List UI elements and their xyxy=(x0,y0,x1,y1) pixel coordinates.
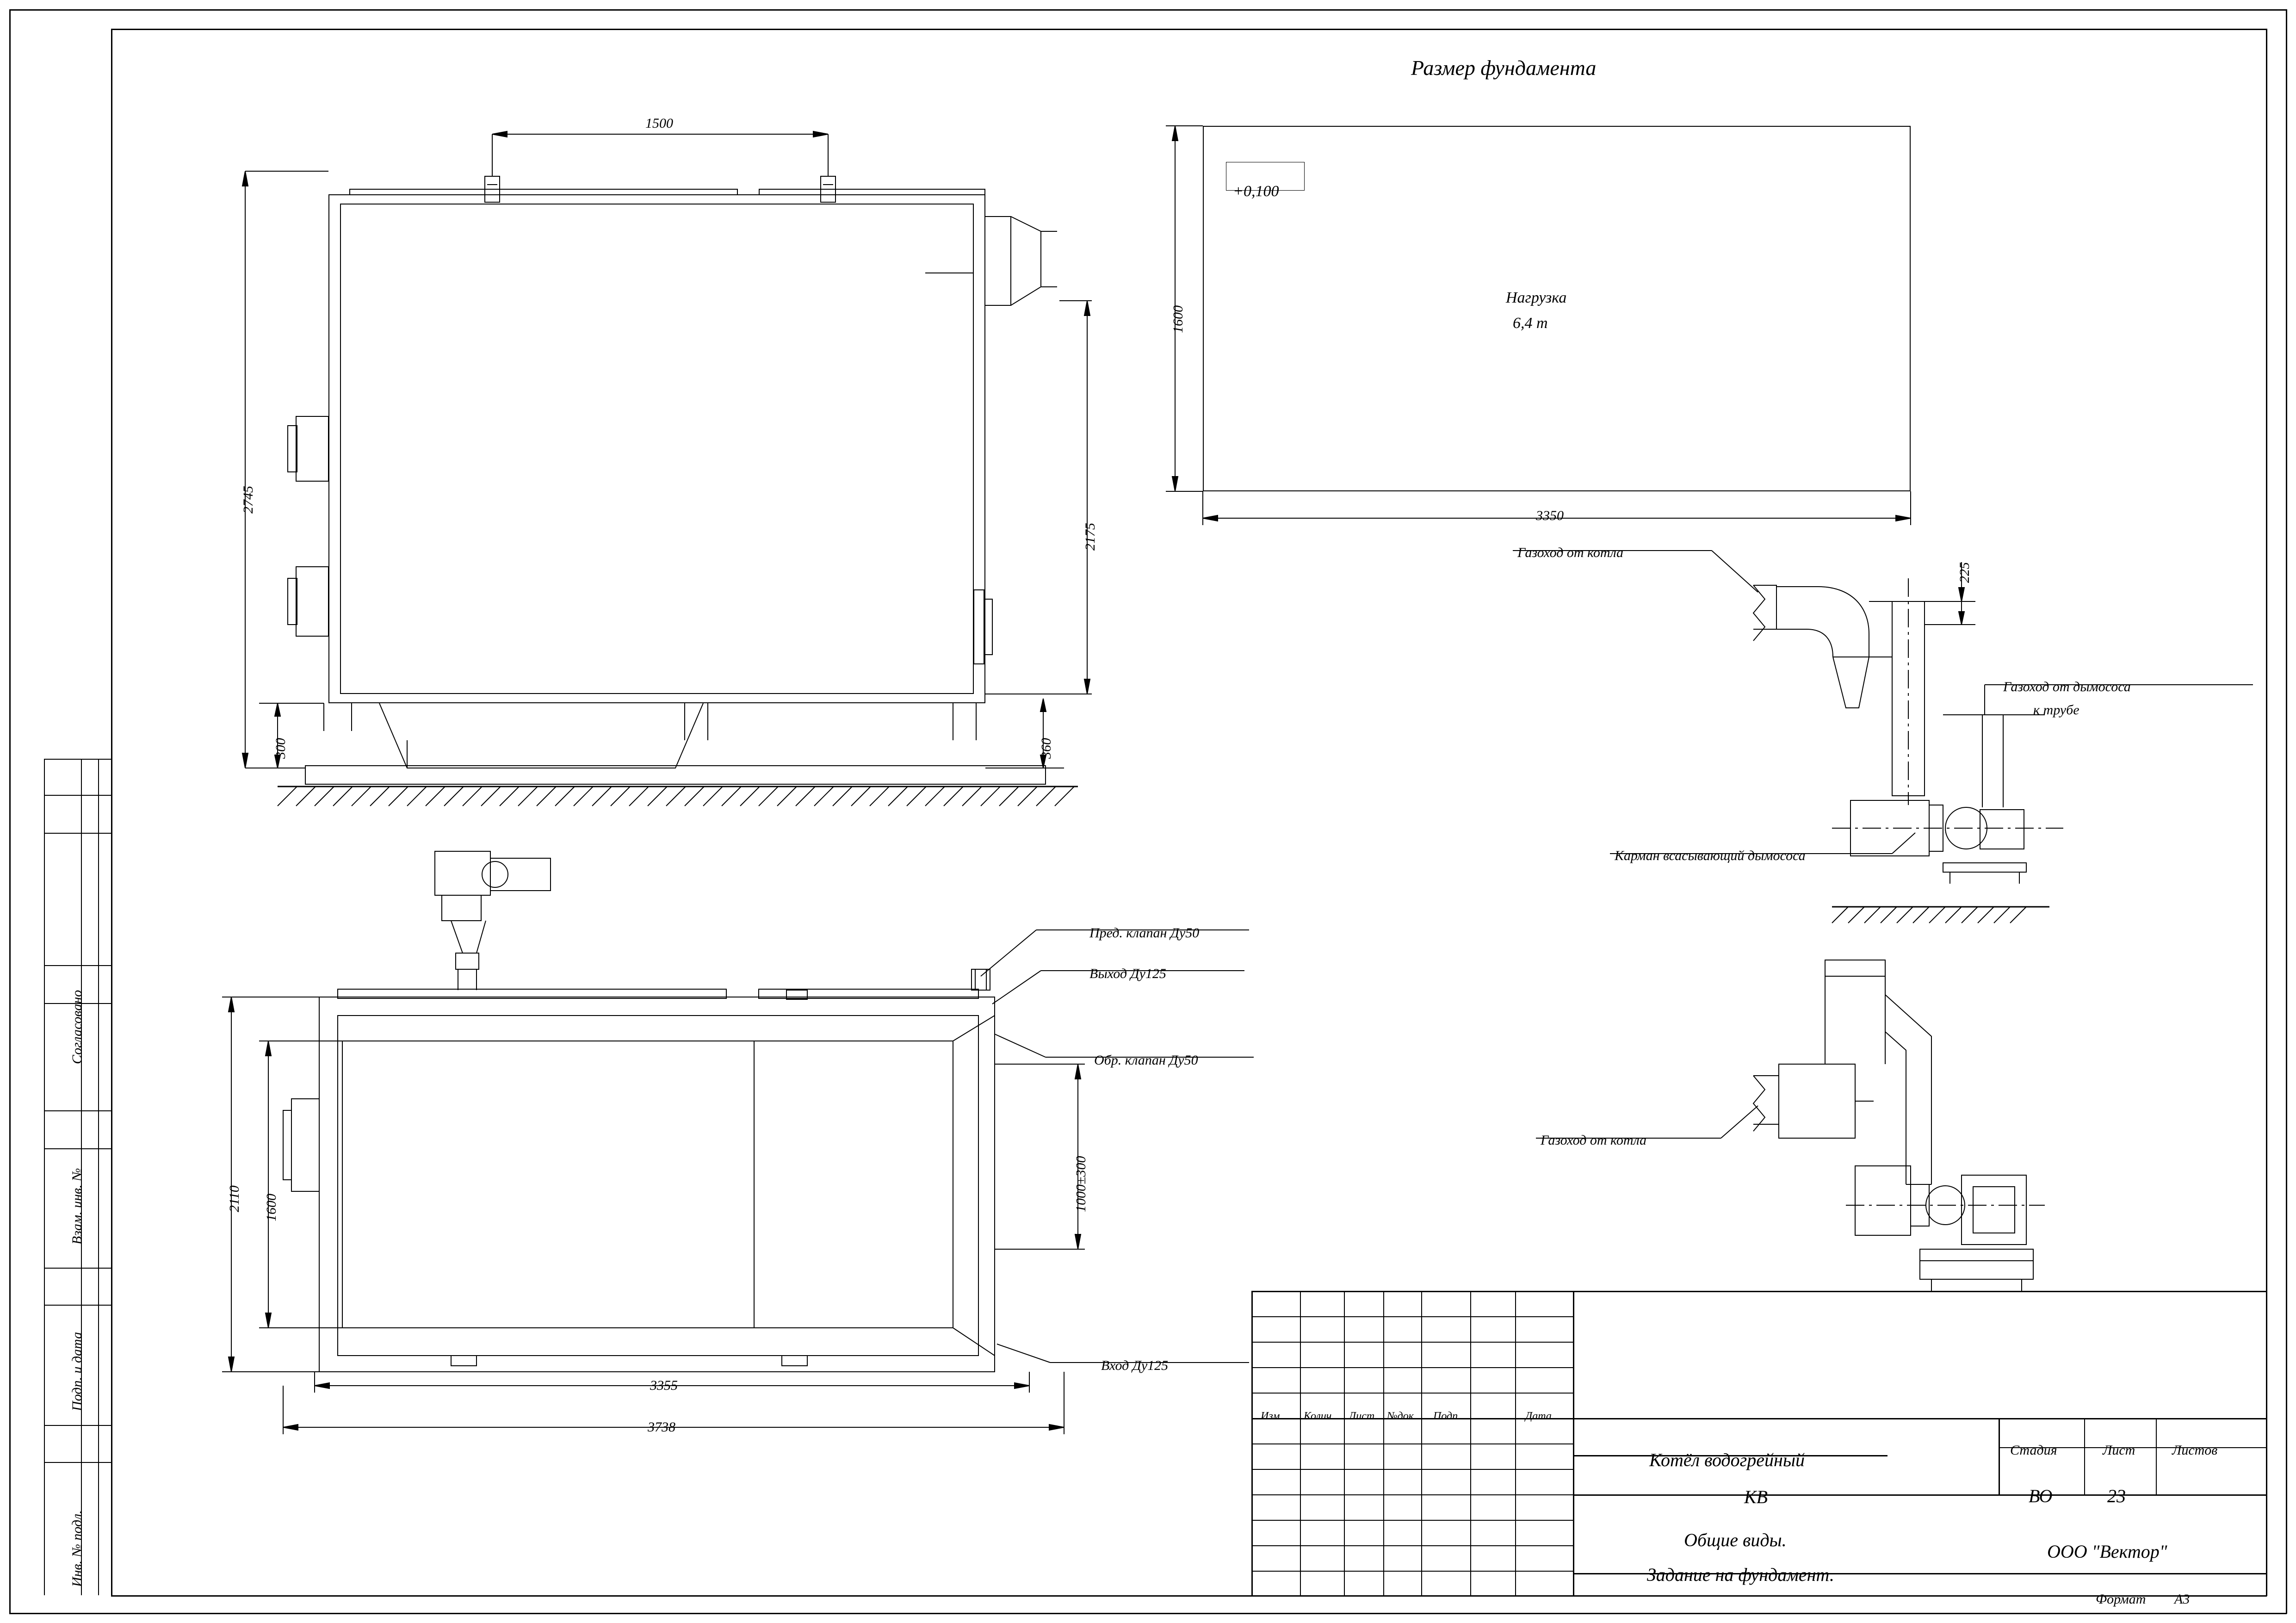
rev-row-6 xyxy=(1251,1469,1573,1470)
dim-3355: 3355 xyxy=(650,1378,678,1393)
format-label: Формат xyxy=(2096,1592,2146,1607)
rev-col-2 xyxy=(1344,1291,1345,1595)
callout-return-valve: Обр. клапан Ду50 xyxy=(1094,1053,1198,1068)
object-line-2: КВ xyxy=(1744,1487,1768,1507)
rev-col-6 xyxy=(1515,1291,1516,1595)
rev-header-list: Лист xyxy=(1349,1410,1375,1422)
dim-225: 225 xyxy=(1957,562,1972,583)
rev-col-1 xyxy=(1300,1291,1301,1595)
tb-stage-left xyxy=(1999,1418,2000,1494)
dim-360: 360 xyxy=(1039,738,1054,759)
foundation-plan-title: Размер фундамента xyxy=(1411,56,1597,80)
sheets-header: Листов xyxy=(2172,1443,2218,1458)
rev-row-3 xyxy=(1251,1367,1573,1368)
dim-1500: 1500 xyxy=(645,116,673,131)
callout-flue-from-boiler-2: Газоход от котла xyxy=(1541,1133,1647,1148)
dim-2175: 2175 xyxy=(1083,523,1098,551)
margin-label-inv: Инв. № подл. xyxy=(69,1510,85,1587)
elevation-mark-text: +0,100 xyxy=(1233,183,1279,200)
rev-row-1 xyxy=(1251,1316,1573,1317)
callout-flue-to-stack-2: к трубе xyxy=(2033,702,2079,718)
rev-row-8 xyxy=(1251,1520,1573,1521)
rev-row-4 xyxy=(1251,1393,1573,1394)
callout-flue-from-boiler-1: Газоход от котла xyxy=(1517,545,1624,560)
dim-3738: 3738 xyxy=(648,1419,675,1435)
dim-1600-plan: 1600 xyxy=(264,1194,279,1221)
format-value: А3 xyxy=(2174,1592,2190,1607)
doc-line-1: Общие виды. xyxy=(1684,1530,1787,1550)
rev-row-9 xyxy=(1251,1545,1573,1546)
rev-header-ndok: №док. xyxy=(1387,1410,1417,1422)
dim-3350: 3350 xyxy=(1536,508,1564,523)
tb-right-top xyxy=(1573,1418,2266,1419)
rev-header-kolich: Колич. xyxy=(1304,1410,1335,1422)
tb-right-mid xyxy=(1573,1494,2266,1496)
object-line-1: Котёл водогрейный xyxy=(1649,1450,1805,1470)
callout-outlet: Выход Ду125 xyxy=(1089,966,1166,981)
rev-row-7 xyxy=(1251,1494,1573,1495)
rev-col-3 xyxy=(1383,1291,1384,1595)
rev-header-data: Дата xyxy=(1525,1410,1552,1422)
title-block-top xyxy=(1251,1291,2266,1292)
dim-1600-foundation: 1600 xyxy=(1170,305,1186,333)
rev-row-5 xyxy=(1251,1443,1573,1444)
callout-flue-to-stack-1: Газоход от дымососа xyxy=(2003,679,2131,694)
company-name: ООО "Вектор" xyxy=(2047,1541,2167,1562)
rev-col-4 xyxy=(1421,1291,1422,1595)
rev-row-10 xyxy=(1251,1571,1573,1572)
margin-label-vzam: Взам. инв. № xyxy=(69,1168,85,1245)
title-block-left xyxy=(1251,1291,1253,1595)
dim-300: 300 xyxy=(273,738,288,759)
callout-suction-pocket: Карман всасывающий дымососа xyxy=(1615,848,1806,863)
dim-2110: 2110 xyxy=(227,1185,242,1212)
rev-header-podp: Подп. xyxy=(1433,1410,1461,1422)
rev-header-izm: Изм. xyxy=(1261,1410,1283,1422)
tb-sheets-left xyxy=(2156,1418,2157,1494)
doc-line-2: Задание на фундамент. xyxy=(1647,1564,1834,1585)
rev-row-2 xyxy=(1251,1342,1573,1343)
sheet-header: Лист xyxy=(2103,1443,2135,1458)
load-label-1: Нагрузка xyxy=(1506,289,1567,306)
callout-inlet: Вход Ду125 xyxy=(1101,1358,1169,1373)
rev-col-5 xyxy=(1470,1291,1471,1595)
sheet-value: 23 xyxy=(2107,1486,2126,1506)
dim-1000-300: 1000±300 xyxy=(1073,1156,1089,1212)
stage-value: ВО xyxy=(2029,1486,2053,1506)
rev-table-right xyxy=(1573,1291,1574,1595)
margin-label-podp: Подп. и дата xyxy=(69,1332,85,1411)
tb-sheet-left xyxy=(2084,1418,2085,1494)
margin-label-soglasovano: Согласовано xyxy=(69,990,85,1064)
dim-2745: 2745 xyxy=(241,486,256,514)
callout-safety-valve: Пред. клапан Ду50 xyxy=(1089,925,1200,941)
load-label-2: 6,4 т xyxy=(1513,315,1548,332)
stage-header: Стадия xyxy=(2010,1443,2057,1458)
